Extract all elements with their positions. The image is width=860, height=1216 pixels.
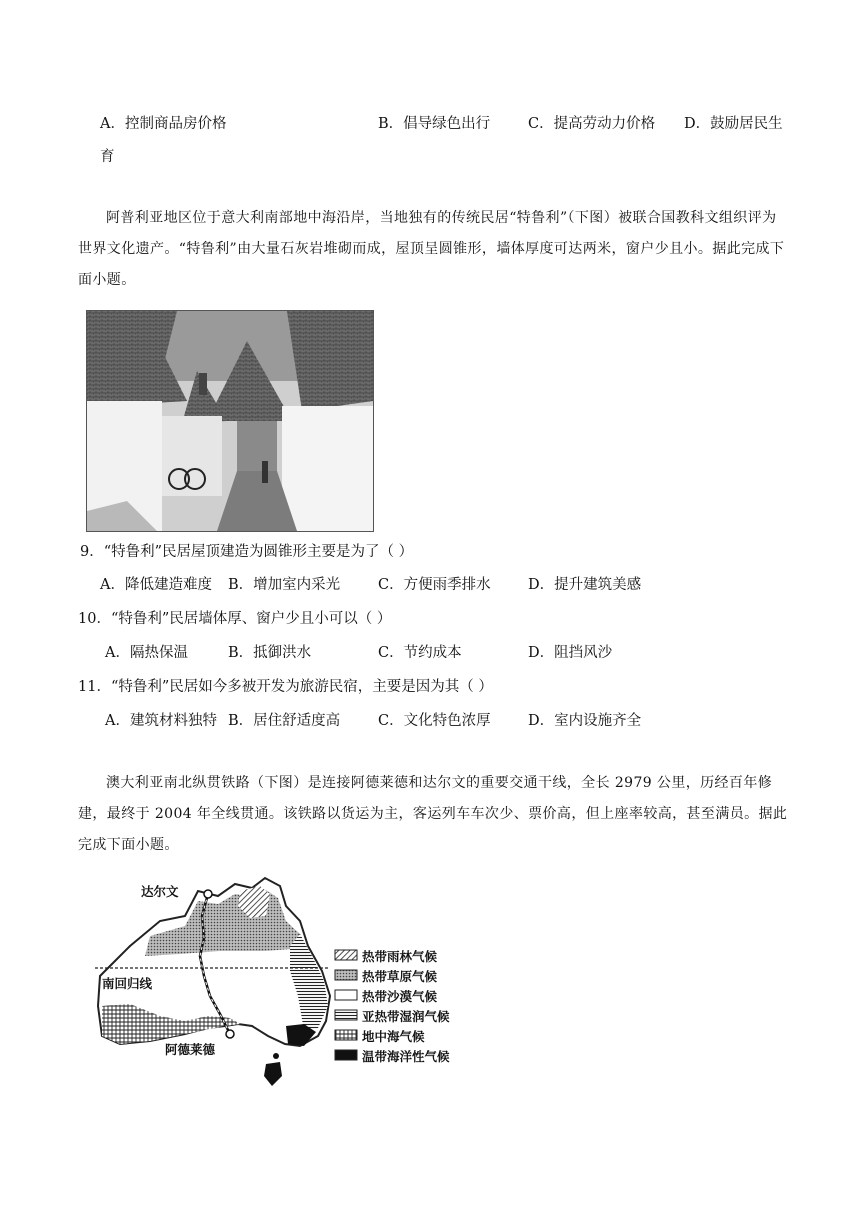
- tasmania: [264, 1062, 282, 1086]
- q11-option-a: A．建筑材料独特: [105, 713, 217, 729]
- q10-stem: 10．“特鲁利”民居墙体厚、窗户少且小可以（ ）: [78, 611, 392, 627]
- q11-option-b: B．居住舒适度高: [228, 713, 341, 729]
- q10-option-c: C．节约成本: [378, 645, 462, 661]
- q8-option-a: A．控制商品房价格: [100, 116, 227, 132]
- legend-label-desert: 热带沙漠气候: [362, 989, 438, 1004]
- q9-option-a: A．降低建造难度: [100, 577, 212, 593]
- passage-railway: 澳大利亚南北纵贯铁路（下图）是连接阿德莱德和达尔文的重要交通干线，全长 2979 公里，历经百年修建，最终于 2004 年全线贯通。该铁路以货运为主，客运列车车次少、票价高，但上座率较高，甚至满员。据此完成下面小题。: [78, 775, 788, 853]
- q8-option-c: C．提高劳动力价格: [528, 116, 656, 132]
- adelaide-dot: [226, 1030, 234, 1038]
- q10-option-a: A．隔热保温: [105, 645, 188, 661]
- q9-option-b: B．增加室内采光: [228, 577, 341, 593]
- q9-stem: 9．“特鲁利”民居屋顶建造为圆锥形主要是为了（ ）: [80, 544, 414, 560]
- legend-label-mediterranean: 地中海气候: [362, 1029, 425, 1044]
- q8-option-b: B．倡导绿色出行: [378, 116, 491, 132]
- australia-climate-map: [90, 876, 470, 1104]
- legend-label-rainforest: 热带雨林气候: [362, 949, 438, 964]
- q11-stem: 11．“特鲁利”民居如今多被开发为旅游民宿，主要是因为其（ ）: [78, 679, 493, 695]
- trulli-photo: [86, 310, 374, 532]
- q11-option-d: D．室内设施齐全: [528, 713, 642, 729]
- map-label-adelaide: 阿德莱德: [165, 1042, 216, 1057]
- q10-option-d: D．阻挡风沙: [528, 645, 613, 661]
- q11-option-c: C．文化特色浓厚: [378, 713, 491, 729]
- legend-label-maritime: 温带海洋性气候: [362, 1049, 450, 1064]
- q9-option-c: C．方便雨季排水: [378, 577, 491, 593]
- darwin-dot: [204, 890, 212, 898]
- map-label-darwin: 达尔文: [141, 884, 179, 899]
- passage-trulli: 阿普利亚地区位于意大利南部地中海沿岸，当地独有的传统民居“特鲁利”（下图）被联合国教科文组织评为世界文化遗产。“特鲁利”由大量石灰岩堆砌而成，屋顶呈圆锥形，墙体厚度可达两米，窗户少且小。据此完成下面小题。: [78, 210, 785, 288]
- legend-label-savanna: 热带草原气候: [362, 969, 438, 984]
- q10-option-b: B．抵御洪水: [228, 645, 312, 661]
- q8-option-d: D．鼓励居民生: [684, 116, 783, 132]
- legend-label-subtropical: 亚热带湿润气候: [362, 1009, 450, 1024]
- q8-option-d-wrap: 育: [100, 149, 115, 165]
- q9-option-d: D．提升建筑美感: [528, 577, 642, 593]
- map-label-tropic: 南回归线: [102, 976, 153, 991]
